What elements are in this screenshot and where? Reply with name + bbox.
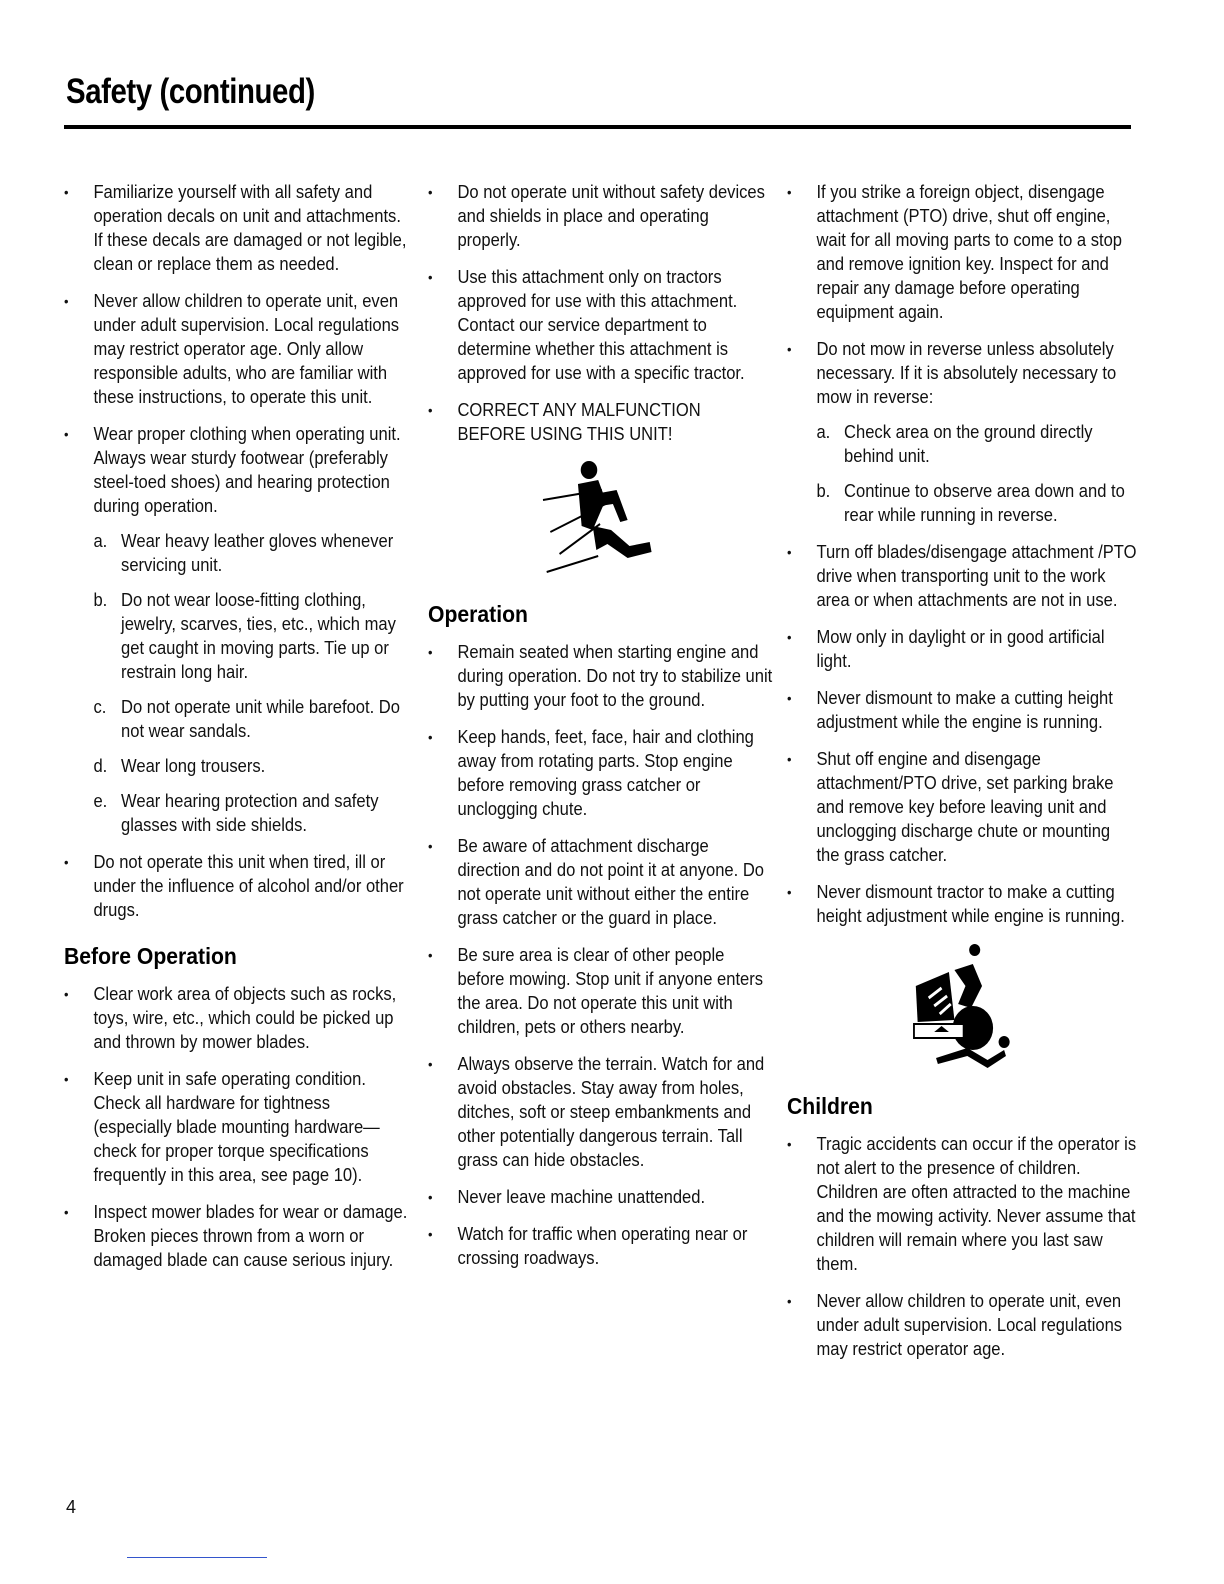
- list-item: • Turn off blades/disengage attachment /PTO drive when transporting unit to the work area or when attachments are not in use.: [787, 540, 1137, 612]
- list-item: • Use this attachment only on tractors approved for use with this attachment. Contact our service department to determine whether this attachment is approved for use with a specific tractor.: [428, 265, 773, 385]
- section-heading-before-operation: Before Operation: [64, 943, 237, 969]
- sub-list-item: a. Check area on the ground directly behind unit.: [816, 422, 1093, 466]
- list-item: • Do not operate unit without safety devices and shields in place and operating properly.: [428, 180, 773, 252]
- list-item: • Remain seated when starting engine and during operation. Do not try to stabilize unit by putting your foot to the ground.: [428, 640, 773, 712]
- page-number: 4: [66, 1497, 77, 1517]
- title-rule: [64, 125, 1131, 129]
- list-item: • Clear work area of objects such as rocks, toys, wire, etc., which could be picked up and thrown by mower blades.: [64, 982, 409, 1054]
- sub-list-item: d. Wear long trousers.: [93, 756, 266, 776]
- operation-list: [428, 640, 773, 1270]
- list-item: • Never dismount tractor to make a cutting height adjustment while engine is running.: [787, 880, 1137, 928]
- list-item: • Tragic accidents can occur if the operator is not alert to the presence of children. Children are often attracted to the machine and the mowing activity. Never assume that children will remain where you last saw them.: [787, 1132, 1137, 1276]
- list-item: • Be sure area is clear of other people before mowing. Stop unit if anyone enters the area. Do not operate this unit with children, pets or others nearby.: [428, 943, 773, 1039]
- mower-runover-warning-icon: [898, 942, 1027, 1072]
- list-item: • Mow only in daylight or in good artificial light.: [787, 625, 1137, 673]
- general-list: [428, 180, 773, 446]
- footer-rule: [127, 1557, 267, 1558]
- entanglement-warning-icon: [541, 460, 661, 580]
- column-2: [428, 180, 773, 1283]
- list-item: • Familiarize yourself with all safety and operation decals on unit and attachments. If these decals are damaged or not legible, clean or replace them as needed.: [64, 180, 409, 276]
- list-item: • Watch for traffic when operating near or crossing roadways.: [428, 1222, 773, 1270]
- children-list: [787, 1132, 1137, 1361]
- list-item: • Always observe the terrain. Watch for and avoid obstacles. Stay away from holes, ditches, soft or steep embankments and other potentially dangerous terrain. Tall grass can hide obstacles.: [428, 1052, 773, 1172]
- sub-list-item: a. Wear heavy leather gloves whenever servicing unit.: [93, 531, 394, 575]
- column-1: [64, 180, 409, 1285]
- list-item: • CORRECT ANY MALFUNCTION BEFORE USING THIS UNIT!: [428, 398, 773, 446]
- entanglement-warning-icon-wrap: [428, 460, 773, 580]
- list-item: • Wear proper clothing when operating unit. Always wear sturdy footwear (preferably steel-toed shoes) and hearing protection during operation. a. Wear heavy leather gloves whenever servicing unit. b. Do not wear loose-fitting clothing, jewelry, scarves, ties, etc., which may get caught in moving parts. Tie up or restrain long hair. c. Do not operate unit while barefoot. Do not wear sandals. d. Wear long trousers. e. Wear hearing protection and safety glasses with side shields.: [64, 422, 409, 837]
- sub-list-item: b. Continue to observe area down and to rear while running in reverse.: [816, 481, 1125, 525]
- sub-list-item: c. Do not operate unit while barefoot. Do not wear sandals.: [93, 697, 400, 741]
- list-item: • Be aware of attachment discharge direction and do not point it at anyone. Do not operate unit without either the entire grass catcher or the guard in place.: [428, 834, 773, 930]
- list-item: • Keep hands, feet, face, hair and clothing away from rotating parts. Stop engine before removing grass catcher or unclogging chute.: [428, 725, 773, 821]
- intro-list: [64, 180, 409, 922]
- runover-warning-icon-wrap: [787, 942, 1137, 1072]
- list-item: • Inspect mower blades for wear or damage. Broken pieces thrown from a worn or damaged blade can cause serious injury.: [64, 1200, 409, 1272]
- section-heading-children: Children: [787, 1093, 873, 1119]
- sub-list-item: b. Do not wear loose-fitting clothing, jewelry, scarves, ties, etc., which may get caught in moving parts. Tie up or restrain long hair.: [93, 590, 396, 682]
- list-item: • Never leave machine unattended.: [428, 1185, 773, 1209]
- list-item: • If you strike a foreign object, disengage attachment (PTO) drive, shut off engine, wait for all moving parts to come to a stop and remove ignition key. Inspect for and repair any damage before operating equipment again.: [787, 180, 1137, 324]
- section-heading-operation: Operation: [428, 601, 528, 627]
- list-item: • Never allow children to operate unit, even under adult supervision. Local regulations may restrict operator age. Only allow responsible adults, who are familiar with these instructions, to operate this unit.: [64, 289, 409, 409]
- list-item: • Never dismount to make a cutting height adjustment while the engine is running.: [787, 686, 1137, 734]
- list-item: • Do not mow in reverse unless absolutely necessary. If it is absolutely necessary to mow in reverse: a. Check area on the ground directly behind unit. b. Continue to observe area down and to rear while running in reverse.: [787, 337, 1137, 527]
- column-3: [787, 180, 1137, 1374]
- list-item: • Keep unit in safe operating condition. Check all hardware for tightness (especially blade mounting hardware—check for proper torque specifications frequently in this area, see page 10).: [64, 1067, 409, 1187]
- clothing-sublist: [93, 529, 409, 837]
- before-operation-list: [64, 982, 409, 1272]
- list-item: • Shut off engine and disengage attachment/PTO drive, set parking brake and remove key before leaving unit and unclogging discharge chute or mounting the grass catcher.: [787, 747, 1137, 867]
- reverse-sublist: [816, 420, 1137, 527]
- mowing-list: [787, 180, 1137, 928]
- list-item: • Never allow children to operate unit, even under adult supervision. Local regulations may restrict operator age.: [787, 1289, 1137, 1361]
- page-title: Safety (continued): [66, 72, 315, 111]
- sub-list-item: e. Wear hearing protection and safety glasses with side shields.: [93, 791, 379, 835]
- list-item: • Do not operate this unit when tired, ill or under the influence of alcohol and/or other drugs.: [64, 850, 409, 922]
